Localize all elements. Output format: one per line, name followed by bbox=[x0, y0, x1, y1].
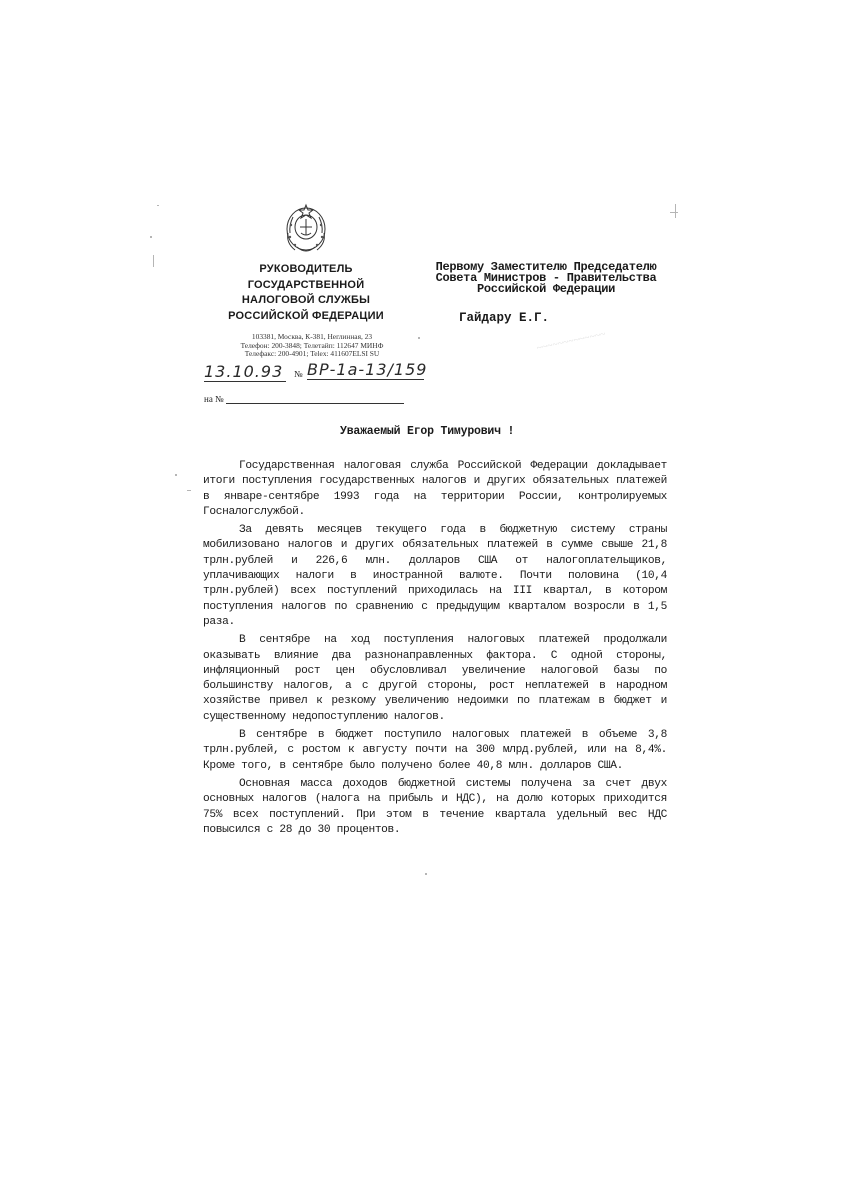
body-paragraph: Государственная налоговая служба Российской Федерации докладывает итоги поступления государственных налогов и других обязательных платежей в январе-сентябре 1993 года на территории России, контролируемых Госналогслужбой. bbox=[203, 460, 667, 518]
sender-block bbox=[200, 262, 412, 324]
contact-address: 103381, Москва, К-381, Неглинная, 23 bbox=[251, 332, 373, 341]
recipient-block bbox=[424, 262, 668, 295]
body-paragraph: В сентябре в бюджет поступило налоговых платежей в объеме 3,8 трлн.рублей, с ростом к августу почти на 300 млрд.рублей, или на 8,4%. Кроме того, в сентябре было получено более 40,8 млн. долларов США. bbox=[203, 729, 667, 772]
scan-speck bbox=[675, 204, 676, 218]
scan-speck bbox=[418, 337, 420, 339]
scan-speck bbox=[157, 205, 159, 206]
scan-speck bbox=[153, 255, 154, 267]
letter-date: 13.10.93 bbox=[204, 362, 286, 382]
contact-phone: Телефон: 200-3848; Телетайп: 112647 МИНФ bbox=[240, 340, 384, 350]
sender-line: РОССИЙСКОЙ ФЕДЕРАЦИИ bbox=[228, 309, 384, 322]
salutation: Уважаемый Егор Тимурович ! bbox=[340, 425, 515, 438]
body-paragraph: В сентябре на ход поступления налоговых платежей продолжали оказывать влияние два разнонаправленных фактора. С одной стороны, инфляционный рост цен обусловливал увеличение налоговой базы по большинству налогов, а с другой стороны, рост неплатежей в народном хозяйстве привел к резкому увеличению недоимки по платежам в бюджет и существенному недопоступлению налогов. bbox=[203, 634, 667, 723]
scan-speck bbox=[670, 212, 678, 213]
contact-fax: Телефакс: 200-4901; Telex: 411607ELSI SU bbox=[244, 349, 380, 359]
reference-label: на № bbox=[204, 394, 224, 404]
sender-line: РУКОВОДИТЕЛЬ bbox=[259, 263, 353, 275]
recipient-line: Российской Федерации bbox=[476, 282, 616, 296]
addressee-name: Гайдару Е.Г. bbox=[459, 311, 550, 325]
sender-line: НАЛОГОВОЙ СЛУЖБЫ bbox=[241, 294, 371, 306]
coat-of-arms-icon bbox=[283, 203, 329, 257]
date-number-line bbox=[204, 360, 428, 386]
body-paragraph: За девять месяцев текущего года в бюджетную систему страны мобилизовано налогов и других обязательных платежей в сумме свыше 21,8 трлн.рублей и 226,6 млн. долларов США от налогоплательщиков, уплачивающих налоги в иностранной валюте. Почти половина (10,4 трлн.рублей) всех поступлений приходилась на III квартал, в котором поступления налогов по сравнению с предыдущим кварталом возросли в 1,5 раза. bbox=[203, 524, 667, 628]
recipient-line: Совета Министров - Правительства bbox=[435, 271, 657, 285]
number-label: № bbox=[294, 369, 303, 379]
scan-speck bbox=[150, 236, 152, 238]
letter-number: ВР-1а-13/159 bbox=[307, 360, 428, 379]
reference-blank bbox=[226, 393, 404, 404]
recipient-line: Первому Заместителю Председателю bbox=[435, 260, 657, 274]
faint-stamp-mark: ~~~~~~~~~~~~~ bbox=[535, 328, 607, 355]
body-paragraph: Основная масса доходов бюджетной системы получена за счет двух основных налогов (налога на прибыль и НДС), на долю которых приходится 75% всех поступлений. При этом в течение квартала удельный вес НДС повысился с 28 до 30 процентов. bbox=[203, 777, 667, 836]
scan-speck bbox=[425, 873, 427, 875]
scan-speck bbox=[175, 474, 177, 476]
sender-contacts bbox=[200, 333, 424, 359]
reference-line bbox=[204, 393, 414, 404]
sender-line: ГОСУДАРСТВЕННОЙ bbox=[247, 278, 365, 291]
letter-body bbox=[203, 459, 667, 841]
scan-speck bbox=[187, 490, 191, 491]
